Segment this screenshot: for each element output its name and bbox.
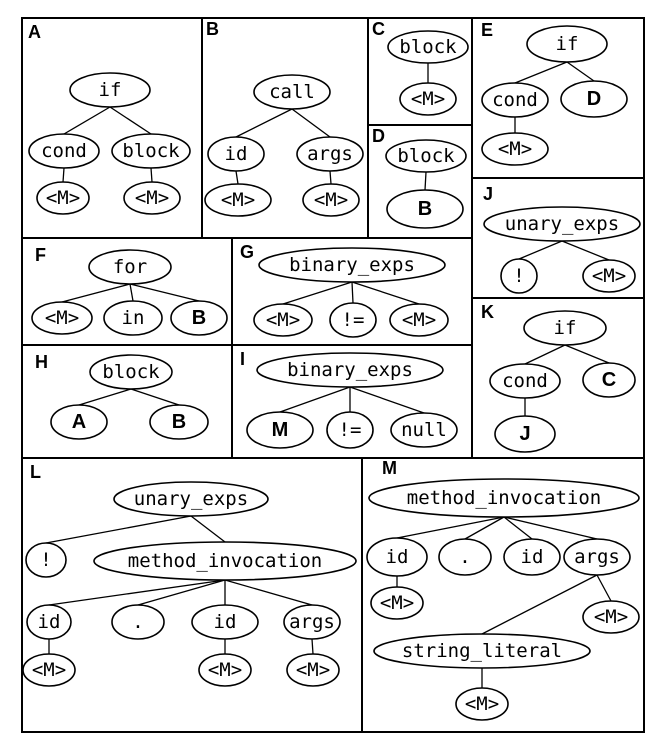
- panel-e-edge: [515, 62, 567, 83]
- panel-l-node-dot: [112, 605, 164, 639]
- panel-a-node-m-placeholder: [124, 182, 180, 214]
- panel-b-node-m-placeholder: [205, 184, 271, 216]
- node-label: <M>: [134, 187, 170, 209]
- panel-k-letter: K: [481, 302, 494, 322]
- panel-m: [362, 458, 644, 732]
- node-label: <M>: [220, 189, 256, 211]
- panel-b: [202, 18, 368, 238]
- node-label: <M>: [295, 659, 331, 681]
- node-label: J: [519, 423, 531, 445]
- node-label: cond: [41, 140, 87, 162]
- node-label: unary_exps: [133, 488, 249, 510]
- panel-m-node-m-placeholder: [456, 688, 508, 720]
- panel-l-node-m-placeholder: [199, 654, 251, 686]
- node-label: id: [37, 611, 61, 633]
- panel-a-node-block: [112, 134, 190, 168]
- node-label: <M>: [401, 309, 437, 331]
- node-label: method_invocation: [127, 550, 323, 572]
- node-label: .: [459, 546, 471, 568]
- panel-i-node-not-equal: [327, 412, 373, 448]
- panel-b-edge: [236, 109, 292, 137]
- panel-f-edge: [130, 284, 199, 301]
- panel-f: [22, 238, 232, 345]
- node-label: block: [122, 140, 180, 162]
- panel-h-node-b: [150, 405, 208, 439]
- panel-g-edge: [352, 282, 353, 303]
- node-label: <M>: [313, 189, 349, 211]
- panel-l-node-unary-exps: [114, 482, 268, 516]
- node-label: B: [171, 411, 187, 433]
- panel-i-edge: [280, 387, 350, 412]
- node-label: args: [574, 546, 620, 568]
- panel-a-edge: [110, 107, 151, 134]
- panel-l-node-m-placeholder: [23, 654, 75, 686]
- panel-e: [472, 18, 644, 178]
- panel-j-node-not: [501, 259, 537, 293]
- panel-l-edge: [138, 580, 225, 605]
- panel-e-node-cond: [482, 83, 548, 117]
- panel-e-node-d: [561, 81, 627, 117]
- panel-h: [22, 345, 232, 458]
- panel-m-edge: [597, 575, 611, 601]
- node-label: cond: [492, 89, 538, 111]
- panel-g-node-m-placeholder: [390, 304, 448, 336]
- panel-l-edge: [191, 516, 225, 542]
- panel-k-edge: [565, 345, 609, 363]
- node-label: id: [520, 546, 544, 568]
- node-label: .: [132, 611, 144, 633]
- panel-f-edge: [62, 284, 130, 302]
- panel-e-node-m-placeholder: [482, 133, 548, 165]
- node-label: D: [586, 88, 602, 110]
- node-label: if: [553, 317, 577, 339]
- panel-i-letter: I: [240, 349, 246, 369]
- panel-e-edge: [567, 62, 594, 81]
- node-label: unary_exps: [504, 213, 620, 235]
- panel-j-edge: [519, 241, 562, 259]
- panel-b-edge: [236, 171, 238, 184]
- panel-g-letter: G: [240, 242, 255, 262]
- node-label: args: [307, 143, 353, 165]
- node-label: <M>: [31, 659, 67, 681]
- panel-a: [22, 18, 202, 238]
- panel-a-node-cond: [29, 134, 99, 168]
- panel-b-node-id: [208, 137, 264, 171]
- panel-i-node-m: [247, 412, 313, 448]
- node-label: B: [417, 198, 433, 220]
- panel-l-node-id: [192, 605, 258, 639]
- panel-a-node-m-placeholder: [37, 182, 89, 214]
- node-label: <M>: [464, 693, 500, 715]
- panel-b-node-args: [297, 137, 363, 171]
- panel-m-node-method-invocation: [369, 479, 639, 517]
- panel-j-node-unary-exps: [484, 207, 640, 241]
- panel-f-node-in: [104, 301, 162, 335]
- panel-m-edge: [397, 517, 504, 538]
- node-label: binary_exps: [289, 254, 415, 276]
- panel-c-letter: C: [372, 19, 385, 39]
- panel-i: [232, 345, 472, 458]
- panel-b-node-m-placeholder: [303, 184, 359, 216]
- panel-m-node-string-literal: [374, 634, 590, 668]
- node-label: !=: [341, 309, 365, 331]
- node-label: block: [102, 361, 160, 383]
- panel-a-edge: [151, 168, 152, 182]
- panel-a-edge: [63, 168, 64, 182]
- panel-g-node-m-placeholder: [254, 304, 312, 336]
- panel-g: [232, 238, 472, 345]
- panel-i-edge: [350, 387, 424, 413]
- node-label: binary_exps: [287, 359, 413, 381]
- panel-m-edge: [482, 575, 597, 634]
- panel-k-edge: [525, 345, 565, 364]
- node-label: id: [213, 611, 237, 633]
- panel-j: [472, 178, 644, 298]
- node-label: block: [399, 36, 457, 58]
- panel-c-node-m-placeholder: [400, 83, 456, 115]
- panel-h-edge: [131, 389, 179, 405]
- panel-m-node-dot: [439, 539, 491, 575]
- panel-m-node-id: [367, 538, 427, 576]
- panel-k-node-cond: [490, 364, 560, 398]
- panel-i-node-null: [391, 413, 457, 447]
- panel-d: [368, 125, 472, 238]
- panel-c-node-block: [388, 31, 468, 63]
- panel-j-node-m-placeholder: [583, 260, 635, 292]
- node-label: B: [191, 307, 207, 329]
- panel-d-letter: D: [372, 126, 385, 146]
- panel-l-node-args: [284, 605, 340, 639]
- node-label: cond: [502, 370, 548, 392]
- panel-g-node-not-equal: [330, 303, 376, 337]
- panel-m-letter: M: [382, 458, 397, 478]
- node-label: <M>: [44, 307, 80, 329]
- node-label: if: [98, 79, 122, 101]
- panel-g-edge: [283, 282, 352, 304]
- panel-k-node-j: [495, 416, 555, 452]
- panel-d-node-b: [387, 190, 463, 228]
- panel-k: [472, 298, 644, 458]
- panel-g-node-binary-exps: [259, 248, 445, 282]
- panel-l-letter: L: [30, 462, 41, 482]
- panel-m-node-m-placeholder: [583, 601, 639, 633]
- panel-l-node-m-placeholder: [287, 654, 339, 686]
- panel-l-edge: [312, 639, 313, 654]
- node-label: !=: [338, 419, 362, 441]
- panel-h-node-block: [90, 355, 172, 389]
- node-label: A: [71, 411, 87, 433]
- node-label: null: [401, 419, 447, 441]
- panel-i-node-binary-exps: [257, 353, 443, 387]
- panel-l-edge: [46, 516, 191, 543]
- node-label: for: [112, 256, 148, 278]
- panel-k-node-c: [583, 363, 635, 397]
- panel-b-edge: [292, 109, 330, 137]
- panel-a-node-if: [70, 73, 150, 107]
- node-label: id: [224, 143, 248, 165]
- panel-j-edge: [562, 241, 609, 260]
- panel-b-letter: B: [206, 19, 219, 39]
- node-label: <M>: [591, 265, 627, 287]
- panel-l-edge: [49, 580, 225, 605]
- node-label: call: [269, 81, 315, 103]
- panel-h-letter: H: [35, 352, 48, 372]
- node-label: C: [601, 369, 617, 391]
- node-label: if: [555, 33, 579, 55]
- node-label: <M>: [379, 592, 415, 614]
- panel-m-node-args: [564, 539, 630, 575]
- node-label: <M>: [265, 309, 301, 331]
- node-label: <M>: [497, 138, 533, 160]
- panel-c: [368, 18, 472, 125]
- node-label: <M>: [45, 187, 81, 209]
- node-label: <M>: [593, 606, 629, 628]
- node-label: !: [513, 265, 525, 287]
- node-label: M: [271, 419, 289, 441]
- node-label: <M>: [207, 659, 243, 681]
- panel-l-node-id: [27, 605, 71, 639]
- node-label: method_invocation: [406, 487, 602, 509]
- panel-l-node-not: [26, 543, 66, 577]
- panel-h-edge: [79, 389, 131, 405]
- panel-j-letter: J: [483, 184, 494, 204]
- panel-m-node-m-placeholder: [371, 587, 423, 619]
- panel-h-node-a: [51, 405, 107, 439]
- panel-d-node-block: [386, 140, 466, 172]
- node-label: args: [289, 611, 335, 633]
- panel-l-node-method-invocation: [94, 542, 356, 580]
- panel-d-edge: [425, 172, 426, 190]
- node-label: in: [121, 307, 145, 329]
- panel-l: [22, 458, 362, 732]
- node-label: <M>: [410, 88, 446, 110]
- panel-e-letter: E: [481, 20, 494, 40]
- panel-a-edge: [64, 107, 110, 134]
- panel-g-edge: [352, 282, 419, 304]
- node-label: id: [385, 546, 409, 568]
- panel-f-node-m-placeholder: [32, 302, 92, 334]
- panel-l-edge: [225, 580, 312, 605]
- panel-e-node-if: [527, 26, 607, 62]
- panel-m-node-id: [504, 539, 560, 575]
- node-label: !: [40, 549, 52, 571]
- panel-b-edge: [330, 171, 331, 184]
- panel-f-letter: F: [35, 245, 46, 265]
- node-label: string_literal: [401, 640, 563, 662]
- panel-b-node-call: [254, 75, 330, 109]
- panel-f-node-b: [171, 301, 227, 335]
- panel-f-edge: [130, 284, 133, 301]
- panel-k-node-if: [524, 311, 606, 345]
- node-label: block: [397, 145, 455, 167]
- panel-a-letter: A: [28, 22, 41, 42]
- panel-f-node-for: [89, 250, 171, 284]
